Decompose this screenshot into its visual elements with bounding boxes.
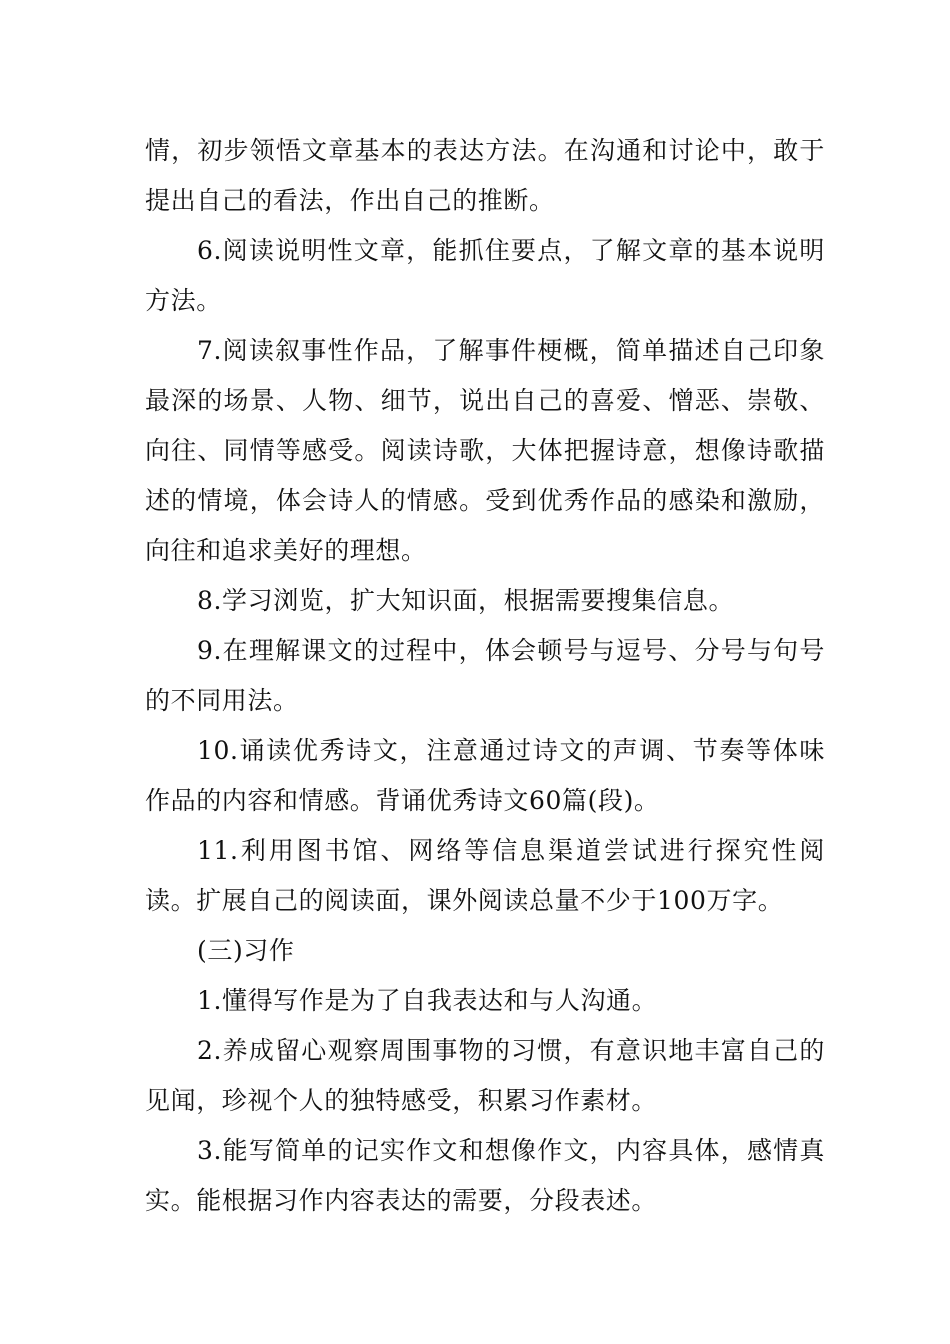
paragraph-item-10: 10.诵读优秀诗文，注意通过诗文的声调、节奏等体味作品的内容和情感。背诵优秀诗文60篇(段)。 <box>145 736 825 815</box>
paragraph-writing-item-2: 2.养成留心观察周围事物的习惯，有意识地丰富自己的见闻，珍视个人的独特感受，积累习作素材。 <box>145 1036 825 1115</box>
paragraph-item-11: 11.利用图书馆、网络等信息渠道尝试进行探究性阅读。扩展自己的阅读面，课外阅读总量不少于100万字。 <box>145 836 825 915</box>
paragraph-item-9: 9.在理解课文的过程中，体会顿号与逗号、分号与句号的不同用法。 <box>145 636 825 715</box>
paragraph-item-8: 8.学习浏览，扩大知识面，根据需要搜集信息。 <box>197 586 735 615</box>
section-heading-writing: (三)习作 <box>197 936 295 965</box>
paragraph-continuation: 情，初步领悟文章基本的表达方法。在沟通和讨论中，敢于提出自己的看法，作出自己的推断。 <box>145 136 825 215</box>
paragraph-writing-item-1: 1.懂得写作是为了自我表达和与人沟通。 <box>197 986 658 1015</box>
document-body <box>145 126 825 1226</box>
paragraph-writing-item-3: 3.能写简单的记实作文和想像作文，内容具体，感情真实。能根据习作内容表达的需要，分段表述。 <box>145 1136 825 1215</box>
paragraph-item-6: 6.阅读说明性文章，能抓住要点，了解文章的基本说明方法。 <box>145 236 825 315</box>
paragraph-item-7: 7.阅读叙事性作品，了解事件梗概，简单描述自己印象最深的场景、人物、细节，说出自己的喜爱、憎恶、崇敬、向往、同情等感受。阅读诗歌，大体把握诗意，想像诗歌描述的情境，体会诗人的情感。受到优秀作品的感染和激励，向往和追求美好的理想。 <box>145 336 825 565</box>
